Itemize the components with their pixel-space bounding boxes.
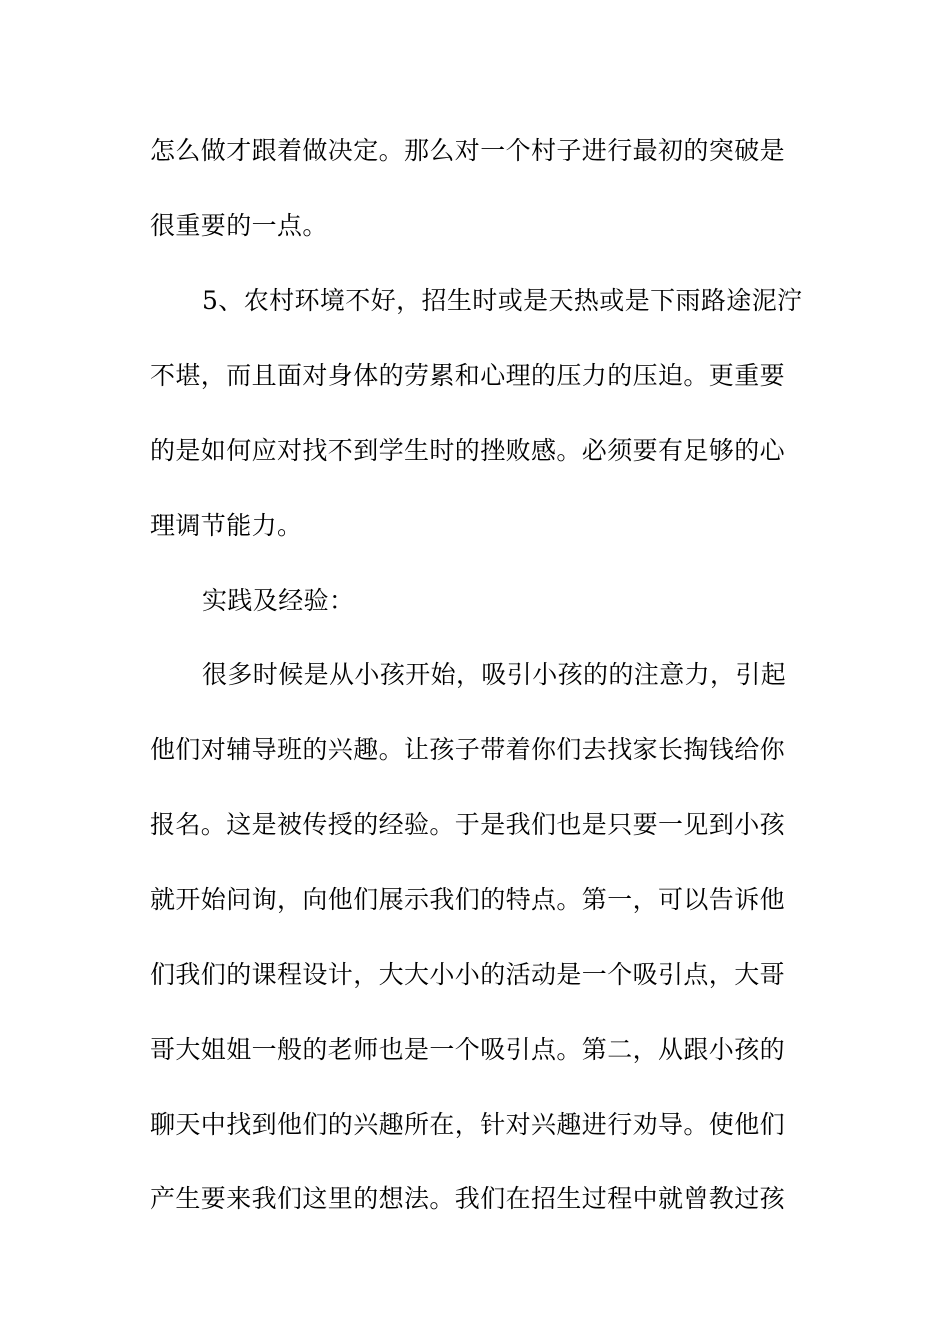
text-line: 的是如何应对找不到学生时的挫败感。必须要有足够的心 — [150, 436, 786, 465]
text-line: 怎么做才跟着做决定。那么对一个村子进行最初的突破是 — [150, 136, 786, 165]
text-line: 就开始问询，向他们展示我们的特点。第一，可以告诉他 — [150, 885, 786, 914]
text-line: 哥大姐姐一般的老师也是一个吸引点。第二，从跟小孩的 — [150, 1035, 786, 1064]
text-line: 报名。这是被传授的经验。于是我们也是只要一见到小孩 — [150, 810, 786, 839]
text-line: 产生要来我们这里的想法。我们在招生过程中就曾教过孩 — [150, 1184, 786, 1213]
text-line: 不堪，而且面对身体的劳累和心理的压力的压迫。更重要 — [150, 361, 786, 390]
text-line: 他们对辅导班的兴趣。让孩子带着你们去找家长掏钱给你 — [150, 735, 786, 764]
text-line: 理调节能力。 — [150, 511, 303, 540]
text-line: 们我们的课程设计，大大小小的活动是一个吸引点，大哥 — [150, 960, 786, 989]
section-heading: 实践及经验： — [202, 586, 355, 615]
text-line: 5、农村环境不好，招生时或是天热或是下雨路途泥泞 — [202, 286, 803, 315]
text-line: 很重要的一点。 — [150, 211, 328, 240]
text-line: 聊天中找到他们的兴趣所在，针对兴趣进行劝导。使他们 — [150, 1110, 786, 1139]
text-line: 很多时候是从小孩开始，吸引小孩的的注意力，引起 — [202, 660, 787, 689]
